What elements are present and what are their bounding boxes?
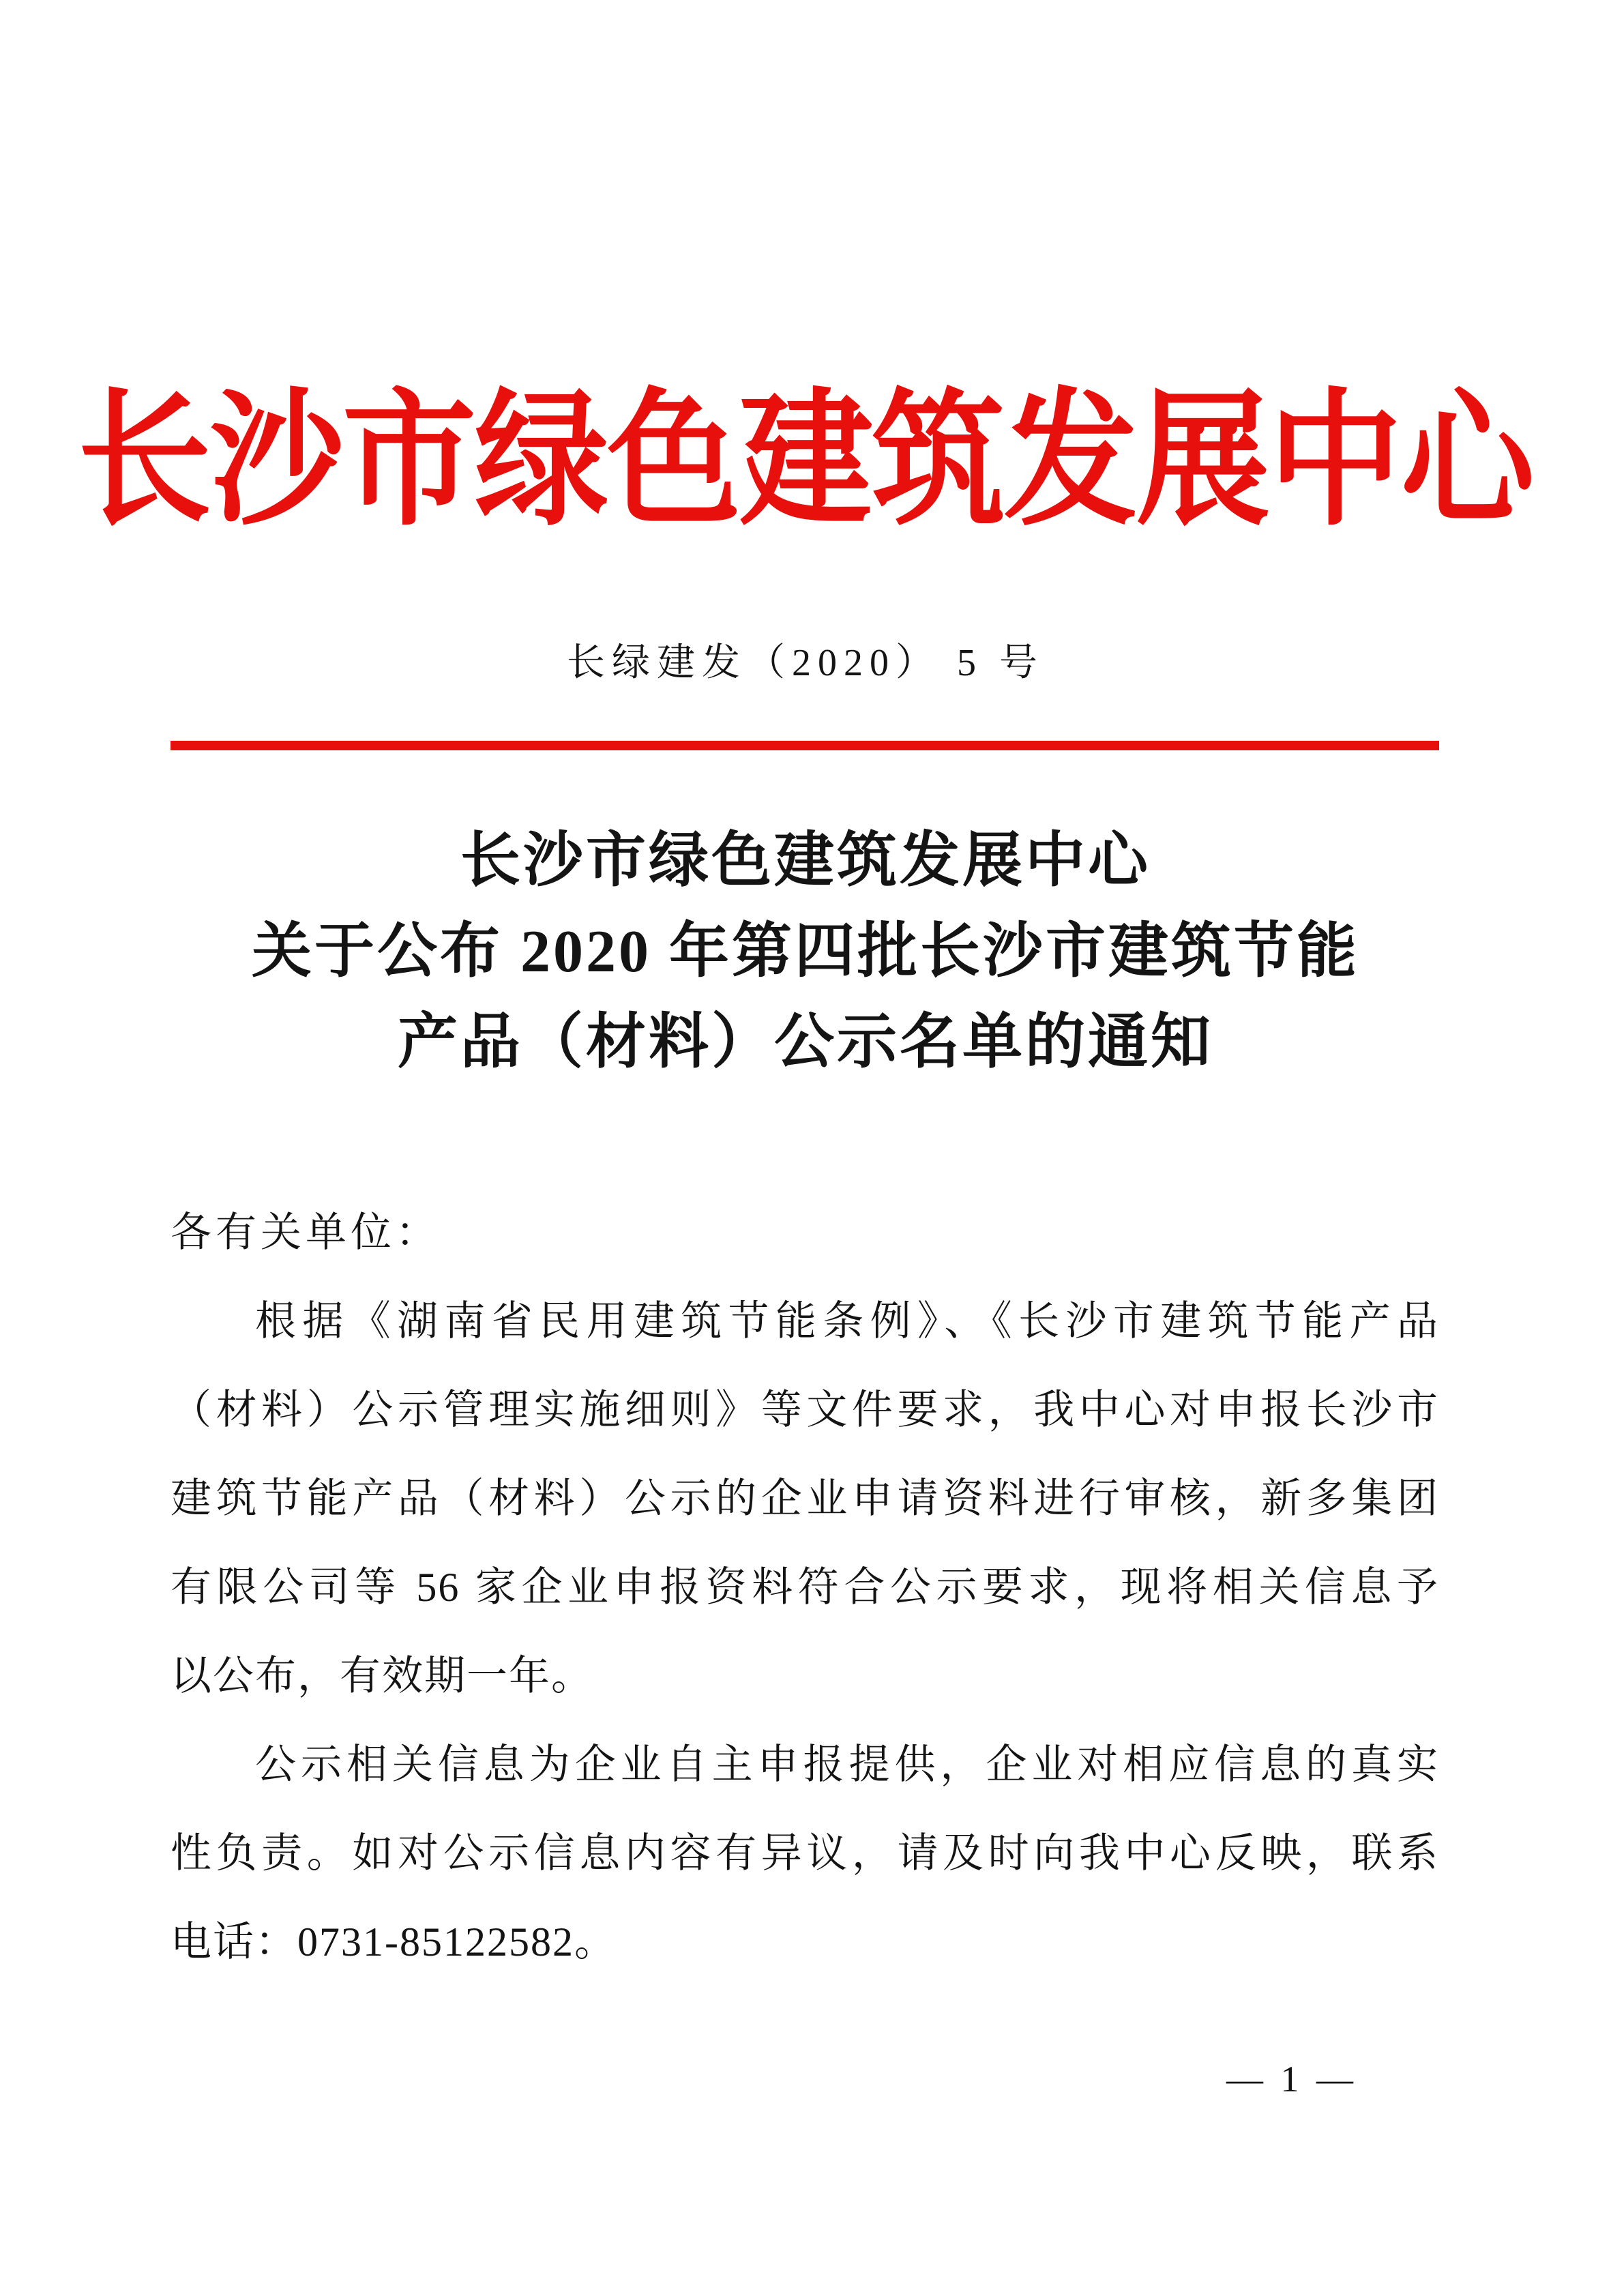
document-reference-number: 长绿建发（2020） 5 号 xyxy=(567,642,1044,684)
paragraph-1-line-3: 建筑节能产品（材料）公示的企业申请资料进行审核，新多集团 xyxy=(171,1476,1439,1521)
paragraph-1-line-4: 有限公司等 56 家企业申报资料符合公示要求，现将相关信息予 xyxy=(171,1565,1439,1610)
paragraph-1-line-5: 以公布，有效期一年。 xyxy=(171,1653,593,1698)
notice-title-line-3: 产品（材料）公示名单的通知 xyxy=(397,1010,1213,1076)
salutation: 各有关单位： xyxy=(171,1210,441,1255)
page-number: — 1 — xyxy=(1226,2059,1357,2100)
paragraph-2-line-2: 性负责。如对公示信息内容有异议，请及时向我中心反映，联系 xyxy=(171,1831,1439,1876)
red-divider-rule xyxy=(171,741,1439,750)
paragraph-2-line-1: 公示相关信息为企业自主申报提供，企业对相应信息的真实 xyxy=(255,1742,1439,1787)
paragraph-1-line-1: 根据《湖南省民用建筑节能条例》、《长沙市建筑节能产品 xyxy=(255,1299,1439,1344)
paragraph-2 xyxy=(171,1720,1439,1986)
notice-title xyxy=(0,816,1611,1088)
paragraph-2-line-3: 电话：0731-85122582。 xyxy=(171,1919,617,1964)
paragraph-1 xyxy=(171,1277,1439,1720)
paragraph-1-line-2: （材料）公示管理实施细则》等文件要求，我中心对申报长沙市 xyxy=(171,1387,1439,1432)
notice-title-line-1: 长沙市绿色建筑发展中心 xyxy=(460,828,1151,894)
notice-title-line-2: 关于公布 2020 年第四批长沙市建筑节能 xyxy=(251,919,1359,985)
document-body xyxy=(171,1188,1439,1986)
letterhead-agency-title: 长沙市绿色建筑发展中心 xyxy=(77,380,1533,544)
